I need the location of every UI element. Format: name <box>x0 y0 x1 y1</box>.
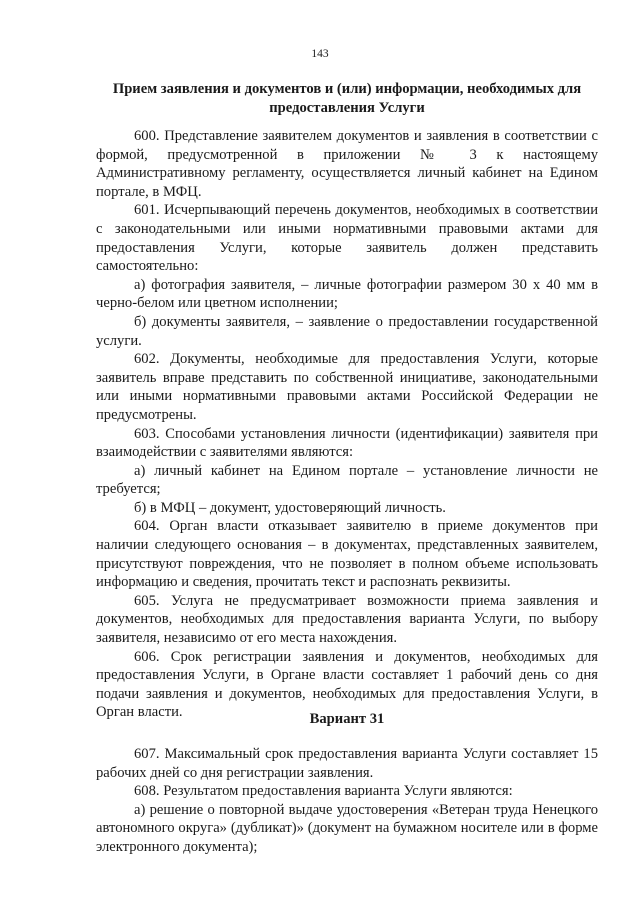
paragraph: 608. Результатом предоставления варианта Услуги являются: <box>134 783 513 800</box>
paragraph: 600. Представление заявителем документов и заявления в соответствии с формой, предусмотренной в приложении № 3 к настоящему Административному регламенту, осуществляется личный кабинет на Едином портале, в МФЦ. <box>96 128 598 200</box>
paragraph: 606. Срок регистрации заявления и документов, необходимых для предоставления Услуги, в Органе власти составляет 1 рабочий день со дня подачи заявления и документов, необходимых для предоставления Услуги, в Орган власти. <box>96 648 598 721</box>
paragraph: 607. Максимальный срок предоставления варианта Услуги составляет 15 рабочих дней со дня регистрации заявления. <box>96 746 598 781</box>
body-text-section-2 <box>96 745 598 857</box>
paragraph: 601. Исчерпывающий перечень документов, необходимых в соответствии с законодательными или иными нормативными правовыми актами для предоставления Услуги, которые заявитель должен представить самостоятельно: <box>96 202 598 275</box>
paragraph: а) личный кабинет на Едином портале – установление личности не требуется; <box>96 462 598 498</box>
paragraph: 602. Документы, необходимые для предоставления Услуги, которые заявитель вправе представить по собственной инициативе, законодательными или иными нормативными правовыми актами Российской Федерации не предусмотрены. <box>96 351 598 423</box>
paragraph: а) фотография заявителя, – личные фотографии размером 30 х 40 мм в черно-белом или цветном исполнении; <box>96 276 598 312</box>
body-text-section-1 <box>96 127 598 722</box>
paragraph: 605. Услуга не предусматривает возможности приема заявления и документов, необходимых для предоставления варианта Услуги, по выбору заявителя, независимо от его места нахождения. <box>96 592 598 647</box>
paragraph: б) в МФЦ – документ, удостоверяющий личность. <box>134 499 446 516</box>
paragraph: б) документы заявителя, – заявление о предоставлении государственной услуги. <box>96 313 598 349</box>
variant-heading: Вариант 31 <box>309 711 385 727</box>
section-heading: Прием заявления и документов и (или) информации, необходимых для предоставления Услуги <box>112 81 582 116</box>
paragraph: 604. Орган власти отказывает заявителю в приеме документов при наличии следующего основания – в документах, представленных заявителем, присутствуют повреждения, что не позволяет в полном объеме использовать информацию и сведения, прочитать текст и распознать реквизиты. <box>96 518 598 591</box>
paragraph: а) решение о повторной выдаче удостоверения «Ветеран труда Ненецкого автономного округа» (дубликат)» (документ на бумажном носителе или в форме электронного документа); <box>96 801 598 855</box>
page-number: 143 <box>311 48 329 60</box>
paragraph: 603. Способами установления личности (идентификации) заявителя при взаимодействии с заявителями являются: <box>96 425 598 461</box>
